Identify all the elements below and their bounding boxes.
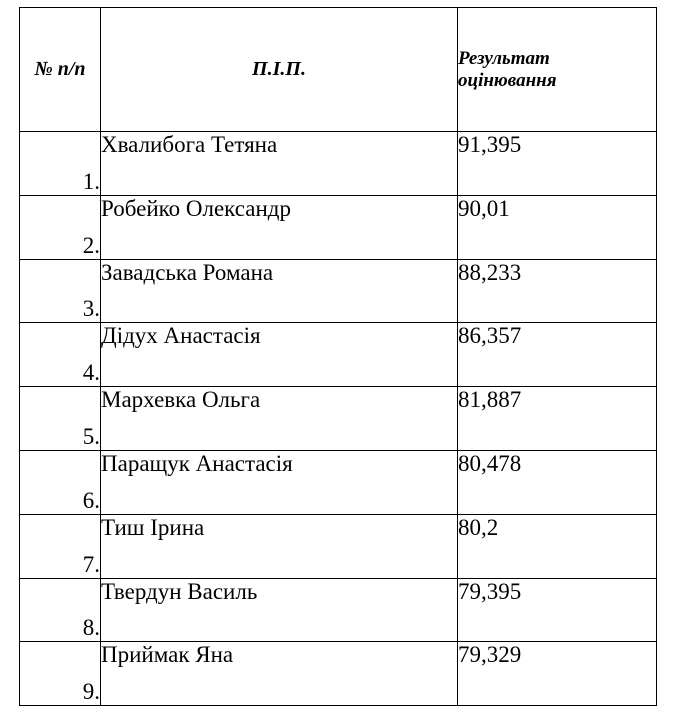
- row-name: Дідух Анастасія: [101, 323, 458, 387]
- row-score: 80,478: [458, 450, 657, 514]
- row-name: Мархевка Ольга: [101, 387, 458, 451]
- row-number: 5.: [20, 387, 101, 451]
- header-score-line1: Результат: [458, 47, 550, 69]
- table-header-row: [20, 8, 657, 132]
- row-name: Хвалибога Тетяна: [101, 132, 458, 196]
- row-score: 86,357: [458, 323, 657, 387]
- row-name: Твердун Василь: [101, 578, 458, 642]
- header-number: № п/п: [20, 8, 101, 132]
- row-number: 6.: [20, 450, 101, 514]
- table-row: [20, 323, 657, 387]
- table-row: [20, 132, 657, 196]
- table-row: [20, 259, 657, 323]
- table-row: [20, 195, 657, 259]
- table-row: [20, 387, 657, 451]
- row-score: 90,01: [458, 195, 657, 259]
- row-number: 2.: [20, 195, 101, 259]
- table-row: [20, 450, 657, 514]
- row-score: 88,233: [458, 259, 657, 323]
- table-row: [20, 578, 657, 642]
- row-name: Завадська Романа: [101, 259, 458, 323]
- row-number: 1.: [20, 132, 101, 196]
- row-score: 81,887: [458, 387, 657, 451]
- header-name: П.І.П.: [101, 8, 458, 132]
- table-row: [20, 514, 657, 578]
- row-name: Приймак Яна: [101, 642, 458, 706]
- row-name: Паращук Анастасія: [101, 450, 458, 514]
- row-score: 79,395: [458, 578, 657, 642]
- row-number: 4.: [20, 323, 101, 387]
- row-score: 79,329: [458, 642, 657, 706]
- row-name: Робейко Олександр: [101, 195, 458, 259]
- row-number: 8.: [20, 578, 101, 642]
- row-number: 9.: [20, 642, 101, 706]
- row-number: 3.: [20, 259, 101, 323]
- header-score-line2: оцінювання: [458, 69, 557, 91]
- row-score: 91,395: [458, 132, 657, 196]
- row-name: Тиш Ірина: [101, 514, 458, 578]
- results-table: [19, 7, 657, 706]
- table-row: [20, 642, 657, 706]
- row-score: 80,2: [458, 514, 657, 578]
- row-number: 7.: [20, 514, 101, 578]
- header-score: [458, 8, 657, 132]
